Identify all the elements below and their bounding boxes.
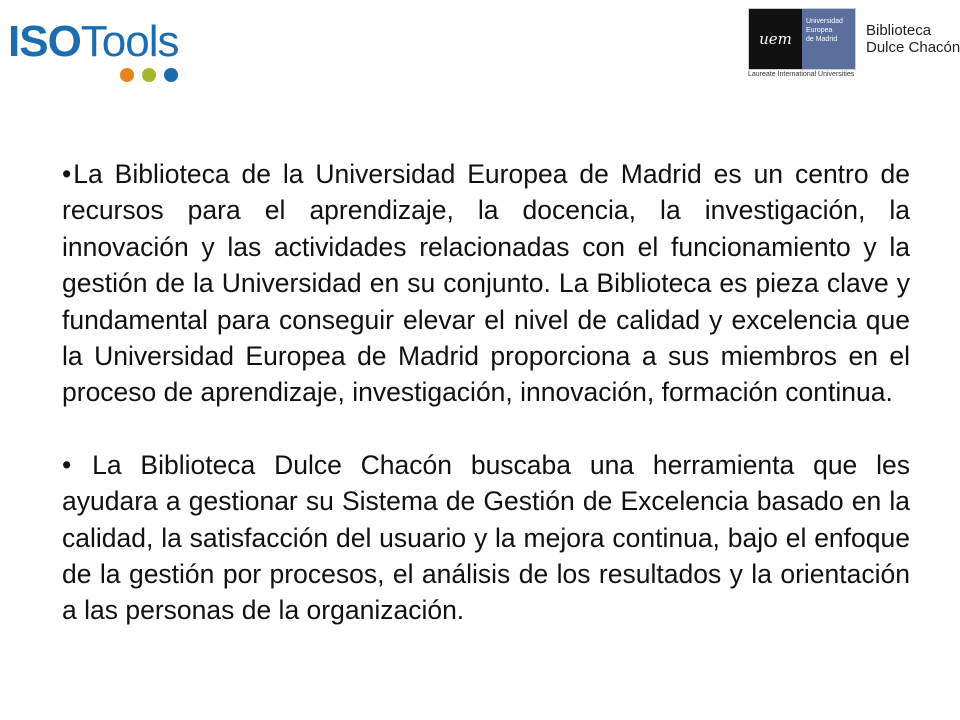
uem-name (802, 9, 855, 69)
isotools-wordmark (8, 14, 179, 70)
uem-badge (748, 8, 856, 70)
uem-mark: uem (749, 9, 802, 69)
library-name-line: Dulce Chacón (866, 39, 960, 56)
uem-name-line: Europea (805, 27, 833, 34)
slide-body (62, 156, 910, 629)
library-name-line: Biblioteca (866, 22, 932, 39)
blue-dot-icon (164, 68, 178, 82)
isotools-wordmark-light: Tools (80, 17, 179, 66)
paragraph-text: La Biblioteca Dulce Chacón buscaba una herramienta que les ayudara a gestionar su Sistema de Gestión de Excelencia basado en la calidad, la satisfacción del usuario y la mejora continua, bajo el enfoque de la gestión por procesos, el análisis de los resultados y la orientación a las personas de la organización. (62, 449, 910, 626)
bullet-paragraph (62, 447, 910, 629)
paragraph-text: La Biblioteca de la Universidad Europea de Madrid es un centro de recursos para el aprendizaje, la docencia, la investigación, la innovación y las actividades relacionadas con el funcionamiento y la gestión de la Universidad en su conjunto. La Biblioteca es pieza clave y fundamental para conseguir elevar el nivel de calidad y excelencia que la Universidad Europea de Madrid proporciona a sus miembros en el proceso de aprendizaje, investigación, innovación, formación continua. (62, 159, 910, 408)
uem-tagline: Laureate International Universities (748, 71, 855, 78)
bullet-icon: • (62, 159, 72, 189)
isotools-wordmark-strong: ISO (8, 17, 81, 66)
orange-dot-icon (120, 68, 134, 82)
bullet-paragraph (62, 156, 910, 411)
isotools-logo (8, 14, 208, 94)
green-dot-icon (142, 68, 156, 82)
bullet-icon: • (62, 449, 72, 480)
uem-name-line: Universidad (805, 18, 843, 25)
library-name (866, 22, 960, 56)
uem-library-logo (748, 8, 960, 80)
uem-name-line: de Madrid (805, 36, 838, 43)
isotools-dots (120, 68, 178, 82)
